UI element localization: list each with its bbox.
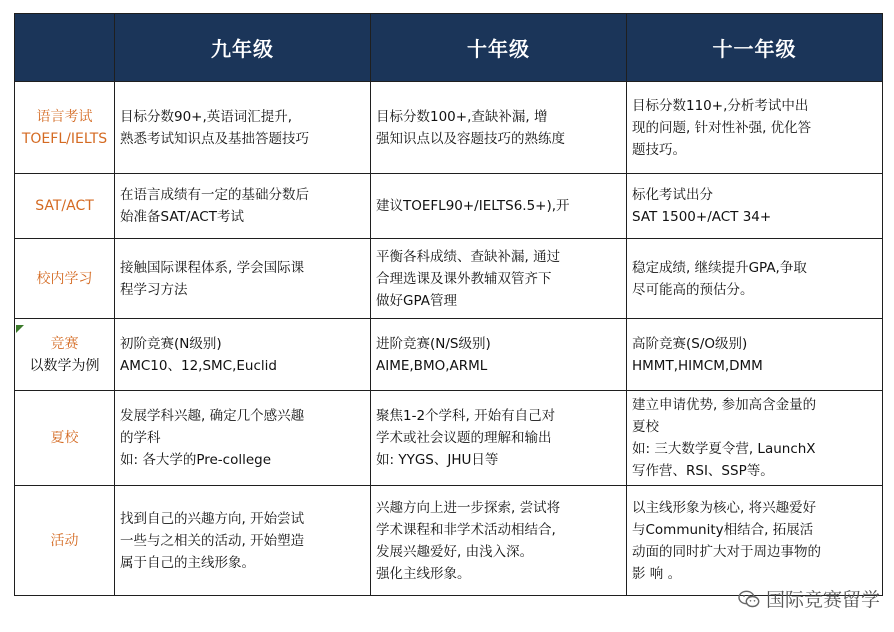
table-cell-grade-9 [115,391,371,486]
watermark [738,585,880,612]
cell-line: 影 响 。 [632,565,682,582]
cell-line: 与Community相结合, 拓展活 [632,521,814,538]
cell-line: 建立申请优势, 参加高含金量的 [632,397,817,413]
cell-line: 如: 各大学的Pre-college [120,452,272,468]
table-row [15,239,883,319]
table-row [15,486,883,596]
cell-line: HMMT,HIMCM,DMM [632,357,763,374]
cell-line: 合理选课及课外教辅双管齐下 [376,270,552,287]
row-header-label: 活动 [50,532,79,549]
cell-line: 做好GPA管理 [376,292,457,309]
row-header-label: 夏校 [50,430,79,446]
table-cell-grade-9 [115,486,371,596]
table-cell-grade-10 [371,391,627,486]
table-cell-grade-9 [115,174,371,239]
header-grade-11: 十一年级 [627,14,883,82]
cell-line: 尽可能高的预估分。 [632,281,754,298]
cell-line: 标化考试出分 [632,187,713,203]
header-grade-9: 九年级 [115,14,371,82]
cell-line: 兴趣方向上进一步探索, 尝试将 [376,499,561,516]
cell-line: 以主线形象为核心, 将兴趣爱好 [632,499,817,516]
cell-line: 发展学科兴趣, 确定几个感兴趣 [120,408,305,424]
table-row [15,82,883,174]
table-cell-grade-11 [627,82,883,174]
row-header [15,82,115,174]
cell-line: 目标分数110+,分析考试中出 [632,97,809,114]
table-cell-grade-10 [371,174,627,239]
table-row [15,174,883,239]
cell-line: 如: 三大数学夏令营, LaunchX [632,441,816,457]
cell-line: SAT 1500+/ACT 34+ [632,209,772,225]
study-plan-table [14,13,883,596]
row-header [15,319,115,391]
table-cell-grade-9 [115,239,371,319]
cell-line: 熟悉考试知识点及基拙答题技巧 [120,130,309,147]
cell-line: 如: YYGS、JHU日等 [376,452,499,468]
table-cell-grade-11 [627,174,883,239]
header-corner [15,14,115,82]
cell-line: 平衡各科成绩、查缺补漏, 通过 [376,248,561,265]
table-cell-grade-11 [627,319,883,391]
table-cell-grade-11 [627,486,883,596]
cell-line: 初阶竞赛(N级别) [120,335,222,352]
cell-line: 动面的同时扩大对于周边事物的 [632,543,821,560]
wechat-icon [738,590,760,608]
cell-line: 属于自己的主线形象。 [120,554,255,571]
table-row [15,319,883,391]
cell-line: AIME,BMO,ARML [376,357,488,374]
cell-line: 接触国际课程体系, 学会国际课 [120,259,305,276]
cell-line: 目标分数100+,查缺补漏, 增 [376,108,548,125]
cell-line: 现的问题, 针对性补强, 优化答 [632,119,812,136]
cell-line: 目标分数90+,英语词汇提升, [120,108,293,125]
row-header-label: SAT/ACT [35,198,94,214]
table-row [15,391,883,486]
cell-line: 一些与之相关的活动, 开始塑造 [120,532,305,549]
corner-marker [16,325,24,333]
cell-line: 稳定成绩, 继续提升GPA,争取 [632,259,807,276]
cell-line: 进阶竞赛(N/S级别) [376,335,491,352]
row-header [15,174,115,239]
cell-line: 程学习方法 [120,281,188,298]
table-cell-grade-10 [371,319,627,391]
cell-line: AMC10、12,SMC,Euclid [120,357,277,374]
cell-line: 高阶竞赛(S/O级别) [632,335,748,352]
table-cell-grade-10 [371,239,627,319]
cell-line: 聚焦1-2个学科, 开始有自己对 [376,408,556,424]
table-cell-grade-11 [627,391,883,486]
cell-line: 学术或社会议题的理解和输出 [376,430,552,446]
row-header-label: 语言考试 [36,108,93,125]
cell-line: 强化主线形象。 [376,565,471,582]
cell-line: 的学科 [120,430,161,446]
table-cell-grade-11 [627,239,883,319]
cell-line: 夏校 [632,419,659,435]
cell-line: 始准备SAT/ACT考试 [120,209,244,225]
cell-line: 强知识点以及容题技巧的熟练度 [376,130,565,147]
table-cell-grade-9 [115,319,371,391]
table-cell-grade-10 [371,486,627,596]
watermark-text: 国际竞赛留学 [765,589,880,611]
cell-line: 在语言成绩有一定的基础分数后 [120,187,309,203]
cell-line: 找到自己的兴趣方向, 开始尝试 [120,510,305,527]
cell-line: 建议TOEFL90+/IELTS6.5+),开 [376,198,570,214]
cell-line: 发展兴趣爱好, 由浅入深。 [376,543,534,560]
row-header-label: TOEFL/IELTS [21,130,108,147]
row-header [15,486,115,596]
row-header-label: 竞赛 [50,335,79,352]
row-header [15,239,115,319]
row-header-label: 校内学习 [36,270,93,287]
cell-line: 学术课程和非学术活动相结合, [376,521,556,538]
header-row [15,14,883,82]
cell-line: 题技巧。 [632,141,686,158]
row-header-label: 以数学为例 [29,357,100,374]
table-cell-grade-10 [371,82,627,174]
table-cell-grade-9 [115,82,371,174]
cell-line: 写作营、RSI、SSP等。 [632,463,774,479]
row-header [15,391,115,486]
header-grade-10: 十年级 [371,14,627,82]
